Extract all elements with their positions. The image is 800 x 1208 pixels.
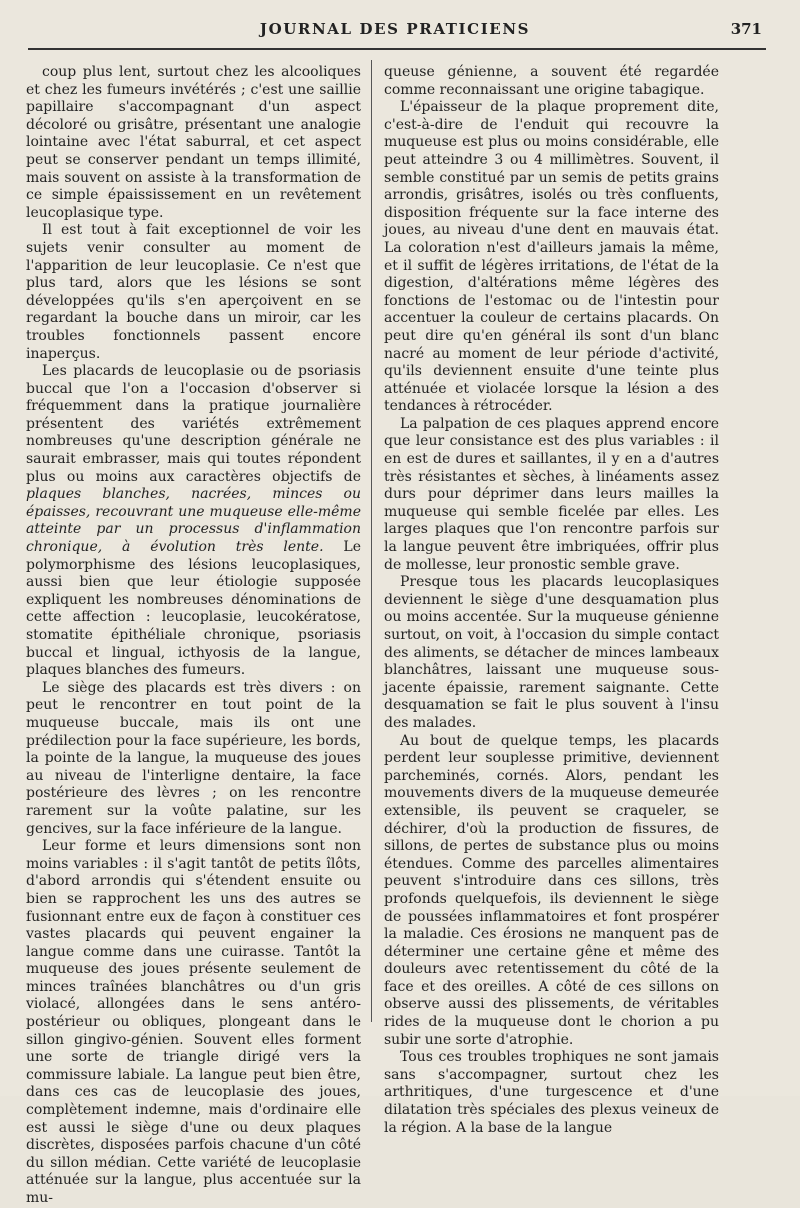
right-column xyxy=(384,64,719,1137)
journal-title: JOURNAL DES PRATICIENS xyxy=(259,20,531,38)
paragraph: L'épaisseur de la plaque proprement dite, c'est-à-dire de l'enduit qui recouvre la muqueuse est plus ou moins considérable, elle peut atteindre 3 ou 4 millimètres. Souvent, il semble constitué par un semis de petits grains arrondis, grisâtres, isolés ou très confluents, disposition fréquente sur la face interne des joues, au niveau d'une dent en mauvais état. La coloration n'est d'ailleurs jamais la même, et il suffit de légères irritations, de l'état de la digestion, d'altérations même légères des fonctions de l'estomac ou de l'intestin pour accentuer la couleur de certains placards. On peut dire qu'en général ils sont d'un blanc nacré au moment de leur période d'activité, qu'ils deviennent ensuite d'une teinte plus atténuée et violacée lorsque la lésion a des tendances à rétrocéder. xyxy=(384,99,719,415)
paragraph: Il est tout à fait exceptionnel de voir les sujets venir consulter au moment de l'apparition de leur leucoplasie. Ce n'est que plus tard, alors que les lésions se sont développées qu'ils s'en aperçoivent en se regardant la bouche dans un miroir, car les troubles fonctionnels passent encore inaperçus. xyxy=(26,222,361,362)
header-rule xyxy=(28,48,766,50)
paragraph: Tous ces troubles trophiques ne sont jamais sans s'accompagner, surtout chez les arthritiques, d'une turgescence et d'une dilatation très spéciales des plexus veineux de la région. A la base de la langue xyxy=(384,1049,719,1136)
paragraph: Le siège des placards est très divers : on peut le rencontrer en tout point de la muqueuse buccale, mais ils ont une prédilection pour la face supérieure, les bords, la pointe de la langue, la muqueuse des joues au niveau de l'interligne dentaire, la face postérieure des lèvres ; on les rencontre rarement sur la voûte palatine, sur les gencives, sur la face inférieure de la langue. xyxy=(26,679,361,837)
column-divider xyxy=(371,60,372,1022)
paragraph-continuation: queuse génienne, a souvent été regardée comme reconnaissant une origine tabagique. xyxy=(384,64,719,98)
paragraph: Leur forme et leurs dimensions sont non moins variables : il s'agit tantôt de petits îlôts, d'abord arrondis qui s'étendent ensuite ou bien se rapprochent les uns des autres se fusionnant entre eux de façon à constituer ces vastes placards qui peuvent engainer la langue comme dans une cuirasse. Tantôt la muqueuse des joues présente seulement de minces traînées blanchâtres ou d'un gris violacé, allongées dans le sens antéro-postérieur ou obliques, plongeant dans le sillon gingivo-génien. Souvent elles forment une sorte de triangle dirigé vers la commissure labiale. La langue peut bien être, dans ces cas de leucoplasie des joues, complètement indemne, mais d'ordinaire elle est aussi le siège d'une ou deux plaques discrètes, disposées parfois chacune d'un côté du sillon médian. Cette variété de leucoplasie atténuée sur la langue, plus accentuée sur la mu- xyxy=(26,838,361,1206)
page-header xyxy=(28,20,762,46)
paragraph xyxy=(26,363,361,680)
page-number: 371 xyxy=(730,20,762,38)
italic-definition: plaques blanches, nacrées, minces ou épaisses, recouvrant une muqueuse elle-même atteinte par un processus d'inflammation chronique, à évolution très lente. xyxy=(26,486,361,556)
paragraph: La palpation de ces plaques apprend encore que leur consistance est des plus variables : il en est de dures et saillantes, il y en a d'autres très résistantes et sèches, à linéaments assez durs pour déprimer dans leurs mailles la muqueuse qui semble ficelée par elles. Les larges plaques que l'on rencontre parfois sur la langue peuvent être imbriquées, offrir plus de mollesse, leur pronostic semble grave. xyxy=(384,415,719,573)
paragraph-text: Les placards de leucoplasie ou de psoriasis buccal que l'on a l'occasion d'observer si fréquemment dans la pratique journalière présentent des variétés extrêmement nombreuses qu'une description générale ne saurait embrasser, mais qui toutes répondent plus ou moins aux caractères objectifs de xyxy=(26,363,361,485)
paragraph: coup plus lent, surtout chez les alcooliques et chez les fumeurs invétérés ; c'est une saillie papillaire s'accompagnant d'un aspect décoloré ou grisâtre, présentant une analogie lointaine avec l'état saburral, et cet aspect peut se conserver pendant un temps illimité, mais souvent on assiste à la transformation de ce simple épaississement en un revêtement leucoplasique type. xyxy=(26,64,361,221)
paragraph-text: Le polymorphisme des lésions leucoplasiques, aussi bien que leur étiologie supposée expliquent les nombreuses dénominations de cette affection : leucoplasie, leucokératose, stomatite épithéliale chronique, psoriasis buccal et lingual, icthyosis de la langue, plaques blanches des fumeurs. xyxy=(26,539,361,679)
left-column xyxy=(26,64,361,1208)
paragraph: Au bout de quelque temps, les placards perdent leur souplesse primitive, deviennent parcheminés, cornés. Alors, pendant les mouvements divers de la muqueuse demeurée extensible, ils peuvent se craqueler, se déchirer, d'où la production de fissures, de sillons, de pertes de substance plus ou moins étendues. Comme des parcelles alimentaires peuvent s'introduire dans ces sillons, très profonds quelquefois, ils deviennent le siège de poussées inflammatoires et font prospérer la maladie. Ces érosions ne manquent pas de déterminer une certaine gêne et même des douleurs avec retentissement du côté de la face et des oreilles. A côté de ces sillons on observe aussi des plissements, de véritables rides de la muqueuse dont le chorion a pu subir une sorte d'atrophie. xyxy=(384,732,719,1048)
paragraph: Presque tous les placards leucoplasiques deviennent le siège d'une desquamation plus ou moins accentée. Sur la muqueuse génienne surtout, on voit, à l'occasion du simple contact des aliments, se détacher de minces lambeaux blanchâtres, laissant une muqueuse sous-jacente épaissie, rarement saignante. Cette desquamation se fait le plus souvent à l'insu des malades. xyxy=(384,574,719,731)
